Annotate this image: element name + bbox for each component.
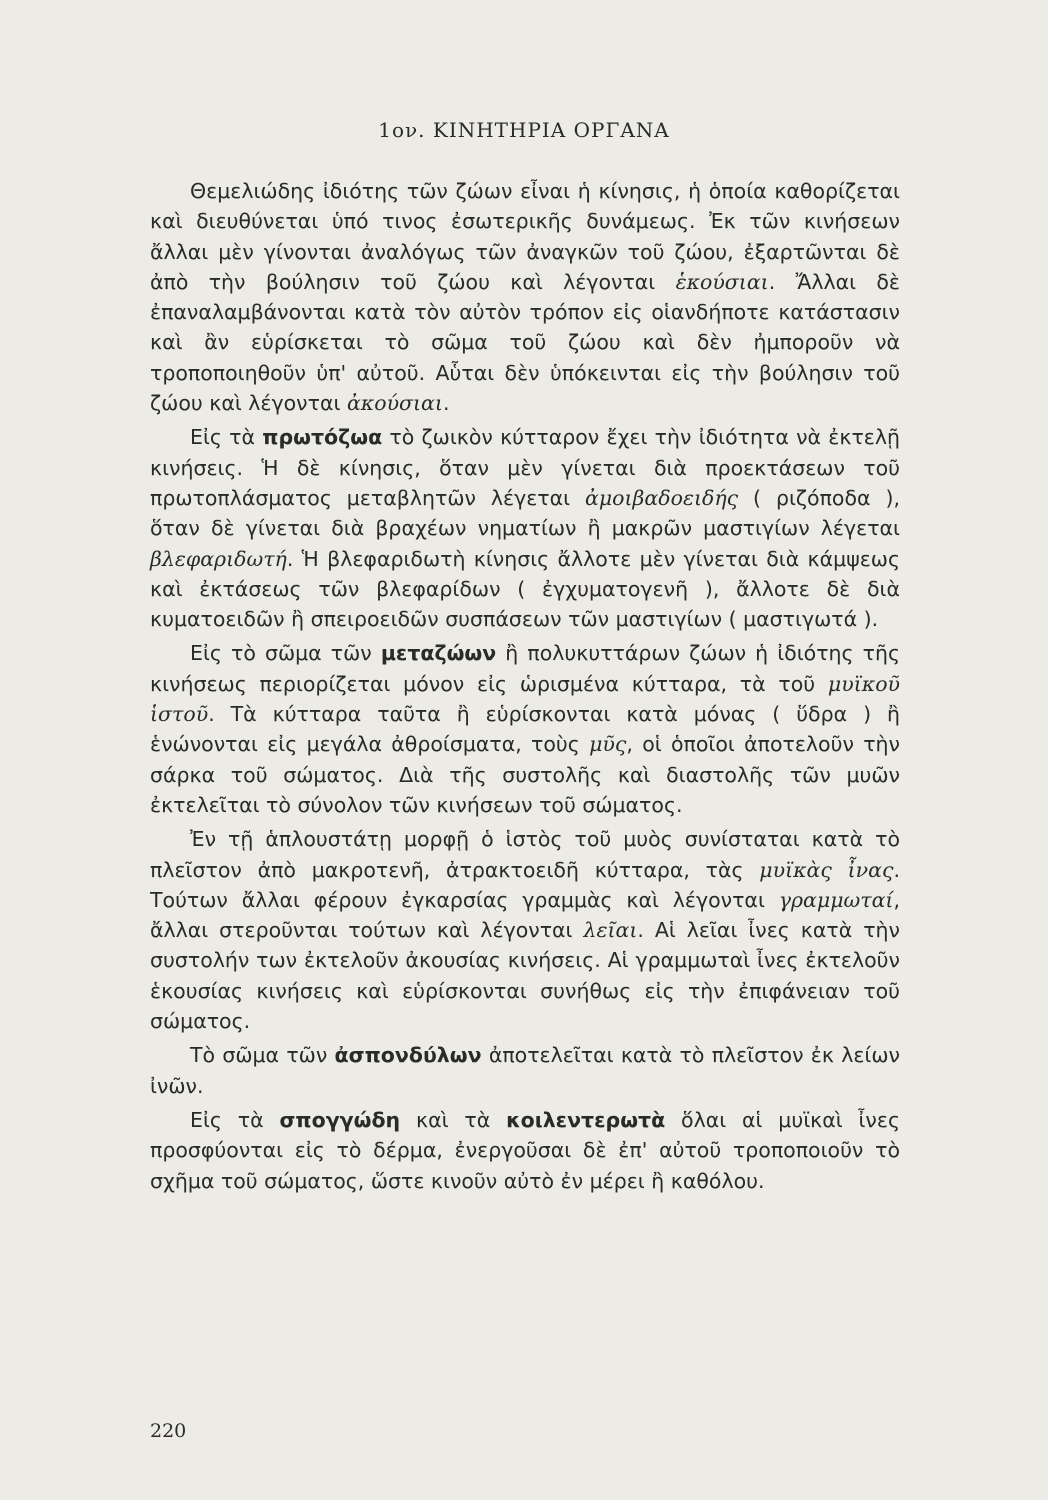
- paragraph-sponges-cnidarians: [150, 1105, 900, 1196]
- term-ciliary: βλεφαριδωτή: [150, 546, 287, 571]
- body-text: [150, 176, 900, 1196]
- paragraph-metazoa: [150, 638, 900, 820]
- term-muscle-tissue: μυϊκοῦ ἱστοῦ: [150, 671, 900, 727]
- term-muscles: μῦς: [589, 732, 627, 757]
- paragraph-protozoa: [150, 422, 900, 634]
- text-run: Ἐν τῇ ἁπλουστάτῃ μορφῇ ὁ ἱστὸς τοῦ μυὸς συνίσταται κατὰ τὸ πλεῖστον ἀπὸ μακροτενῆ, ἀτρακτοειδῆ κύτταρα, τὰς: [150, 827, 900, 882]
- term-involuntary: ἀκούσιαι: [346, 391, 443, 416]
- text-run: τὸ ζωικὸν κύτταρον ἔχει τὴν ἰδιότητα νὰ ἐκτελῇ κινήσεις. Ἡ δὲ κίνησις, ὅταν μὲν γίνεται διὰ προεκτάσεων τοῦ πρωτοπλάσματος μεταβλητῶν λέγεται: [150, 425, 900, 510]
- text-run: . Αἱ λεῖαι ἶνες κατὰ τὴν συστολήν των ἐκτελοῦν ἀκουσίας κινήσεις. Αἱ γραμμωταὶ ἶνες ἐκτελοῦν ἑκουσίας κινήσεις καὶ εὑρίσκονται συνήθως εἰς τὴν ἐπιφάνειαν τοῦ σώματος.: [150, 918, 900, 1034]
- text-run: Θεμελιώδης ἰδιότης τῶν ζώων εἶναι ἡ κίνησις, ἡ ὁποία καθορίζεται καὶ διευθύνεται ὑπό τινος ἐσωτερικῆς δυνάμεως. Ἐκ τῶν κινήσεων ἄλλαι μὲν γίνονται ἀναλόγως τῶν ἀναγκῶν τοῦ ζώου, ἐξαρτῶνται δὲ ἀπὸ τὴν βούλησιν τοῦ ζώου καὶ λέγονται: [150, 179, 900, 294]
- text-run: . Ἄλλαι δὲ ἐπαναλαμβάνονται κατὰ τὸν αὐτὸν τρόπον εἰς οἱανδήποτε κατάστασιν καὶ ἂν εὑρίσκεται τὸ σῶμα τοῦ ζώου καὶ δὲν ἠμποροῦν νὰ τροποποιηθοῦν ὑπ' αὐτοῦ. Αὗται δὲν ὑπόκεινται εἰς τὴν βούλησιν τοῦ ζώου καὶ λέγονται: [150, 269, 900, 416]
- text-run: . Ἡ βλεφαριδωτὴ κίνησις ἄλλοτε μὲν γίνεται διὰ κάμψεως καὶ ἐκτάσεως τῶν βλεφαρίδων ( ἐγχυματογενῆ ), ἄλλοτε δὲ διὰ κυματοειδῶν ἢ σπειροειδῶν συσπάσεων τῶν μαστιγίων ( μαστιγωτά ).: [150, 546, 900, 632]
- term-cnidarians: κοιλεντερωτὰ: [506, 1107, 666, 1132]
- term-voluntary: ἑκούσιαι: [675, 269, 769, 294]
- text-run: Εἰς τὰ: [190, 1107, 280, 1132]
- text-run: Εἰς τὸ σῶμα τῶν: [190, 641, 381, 666]
- term-invertebrates: ἀσπονδύλων: [334, 1043, 482, 1068]
- page-number: 220: [150, 1420, 187, 1442]
- text-run: Τὸ σῶμα τῶν: [190, 1043, 335, 1068]
- term-sponges: σπογγώδη: [279, 1107, 401, 1132]
- term-muscle-fibers: μυϊκὰς ἶνας: [759, 857, 894, 882]
- text-run: καὶ τὰ: [400, 1107, 507, 1132]
- term-smooth: λεῖαι: [583, 918, 638, 943]
- text-run: .: [442, 391, 450, 416]
- paragraph-invertebrates: [150, 1040, 900, 1101]
- term-protozoa: πρωτόζωα: [262, 425, 383, 450]
- text-run: Εἰς τὰ: [190, 425, 263, 450]
- text-run: ὅλαι αἱ μυϊκαὶ ἶνες προσφύονται εἰς τὸ δέρμα, ἐνεργοῦσαι δὲ ἐπ' αὐτοῦ τροποποιοῦν τὸ σχῆμα τοῦ σώματος, ὥστε κινοῦν αὐτὸ ἐν μέρει ἢ καθόλου.: [150, 1107, 901, 1193]
- text-run: ( ριζόποδα ), ὅταν δὲ γίνεται διὰ βραχέων νηματίων ἢ μακρῶν μαστιγίων λέγεται: [150, 485, 900, 541]
- text-run: . Τὰ κύτταρα ταῦτα ἢ εὑρίσκονται κατὰ μόνας ( ὕδρα ) ἢ ἑνώνονται εἰς μεγάλα ἀθροίσματα, τοὺς: [150, 702, 900, 757]
- term-metazoa: μεταζώων: [380, 641, 497, 666]
- text-run: . Τούτων ἄλλαι φέρουν ἐγκαρσίας γραμμὰς καὶ λέγονται: [150, 857, 900, 912]
- text-run: ἀποτελεῖται κατὰ τὸ πλεῖστον ἐκ λείων ἰνῶν.: [150, 1043, 900, 1098]
- term-amoeboid: ἀμοιβαδοειδής: [585, 485, 739, 510]
- chapter-heading: 1ον. ΚΙΝΗΤΗΡΙΑ ΟΡΓΑΝΑ: [378, 118, 670, 142]
- text-run: ἢ πολυκυττάρων ζώων ἡ ἰδιότης τῆς κινήσεως περιορίζεται μόνον εἰς ὡρισμένα κύτταρα, τὰ τοῦ: [150, 641, 901, 696]
- term-striated: γραμμωταί: [778, 887, 894, 912]
- text-run: , ἄλλαι στεροῦνται τούτων καὶ λέγονται: [150, 887, 900, 943]
- text-run: , οἱ ὁποῖοι ἀποτελοῦν τὴν σάρκα τοῦ σώματος. Διὰ τῆς συστολῆς καὶ διαστολῆς τῶν μυῶν ἐκτελεῖται τὸ σύνολον τῶν κινήσεων τοῦ σώματος.: [150, 732, 900, 817]
- paragraph-movement-intro: [150, 176, 900, 418]
- paragraph-muscle-fibers: [150, 824, 900, 1036]
